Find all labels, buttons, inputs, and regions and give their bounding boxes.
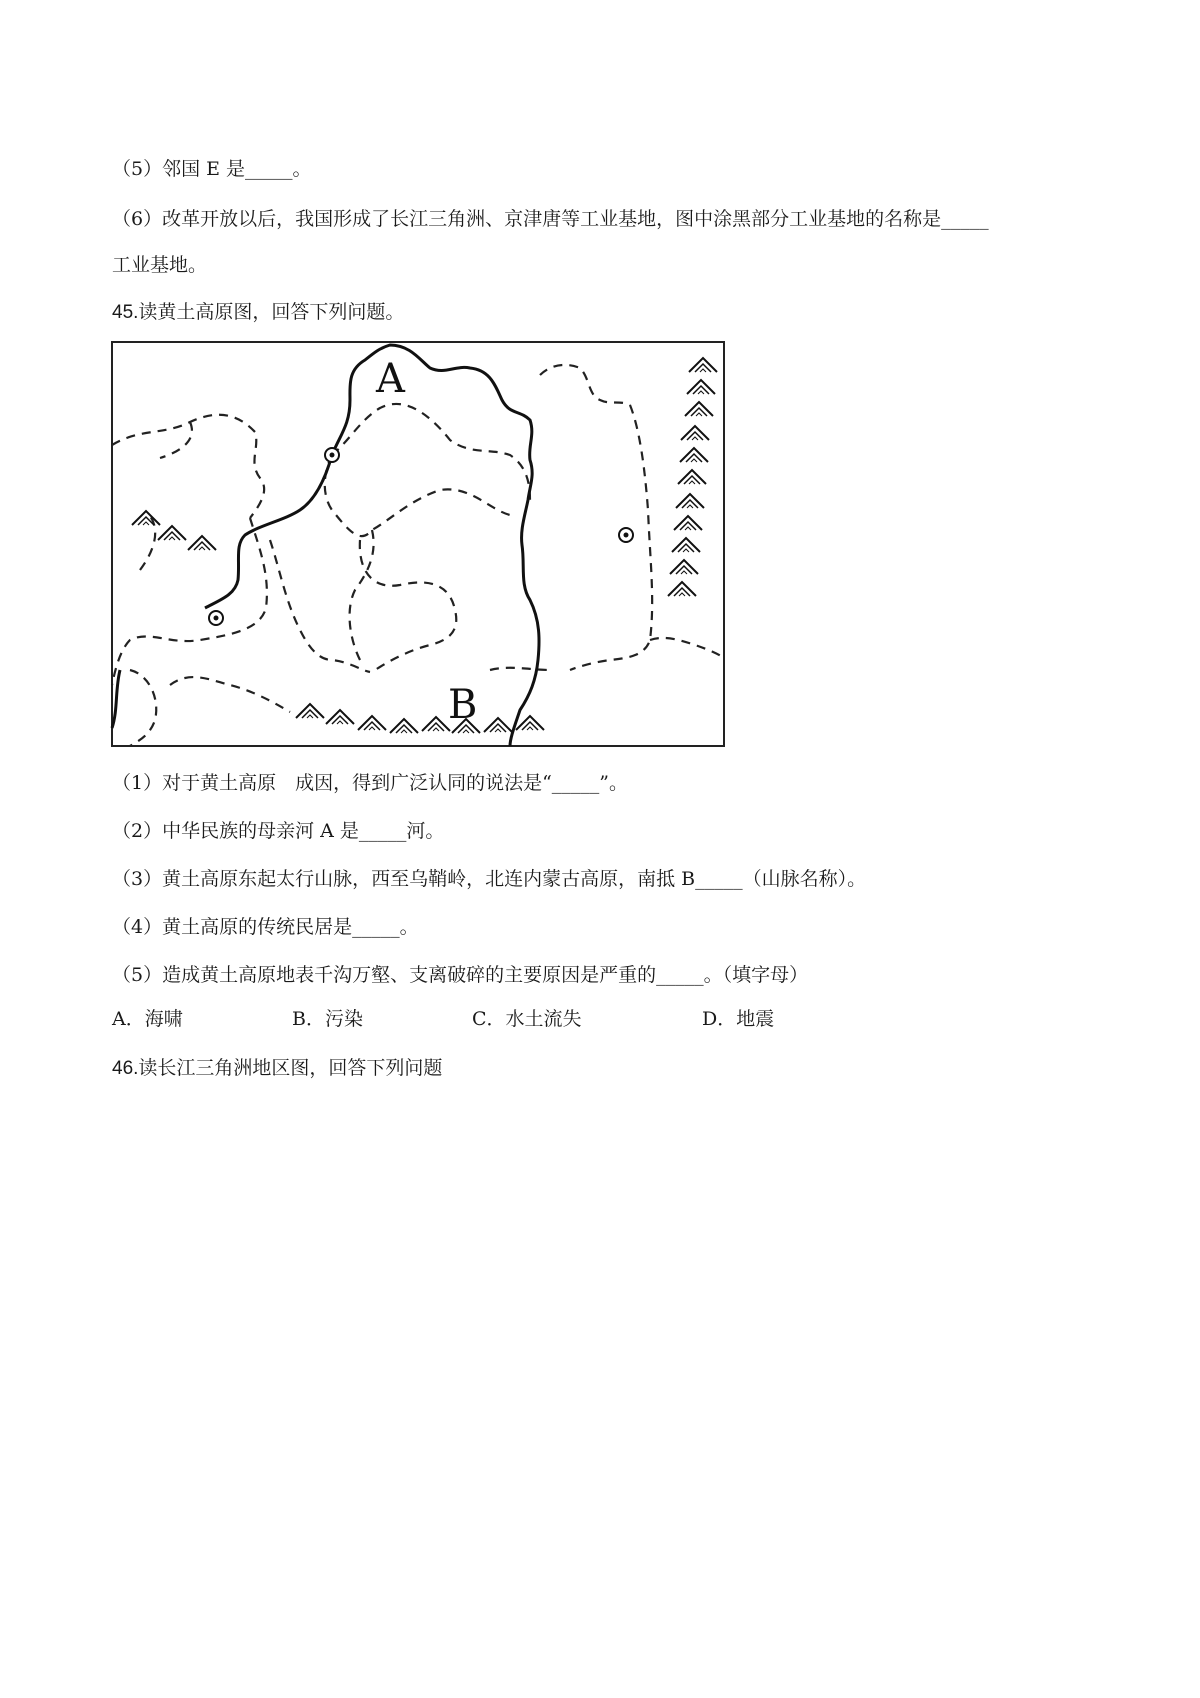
prev-question-sub6-line1: （6）改革开放以后，我国形成了长江三角洲、京津唐等工业基地，图中涂黑部分工业基地的名称是_____ (112, 208, 989, 230)
question-45-sub4: （4）黄土高原的传统民居是_____。 (112, 916, 419, 938)
question-46-header: 46.读长江三角洲地区图，回答下列问题 (112, 1058, 443, 1079)
option-c: C．水土流失 (472, 1008, 582, 1030)
map-label-a: A (376, 356, 405, 402)
option-b: B．污染 (292, 1008, 363, 1030)
question-45-sub3: （3）黄土高原东起太行山脉，西至乌鞘岭，北连内蒙古高原，南抵 B_____（山脉名称）。 (112, 868, 867, 890)
question-45-sub5: （5）造成黄土高原地表千沟万壑、支离破碎的主要原因是严重的_____。（填字母） (112, 964, 809, 986)
map-label-b: B (448, 682, 478, 728)
prev-question-sub6-line2: 工业基地。 (112, 254, 208, 276)
option-d: D．地震 (702, 1008, 775, 1030)
question-45-sub1: （1）对于黄土高原 成因，得到广泛认同的说法是“_____”。 (112, 772, 629, 794)
question-45-sub2: （2）中华民族的母亲河 A 是_____河。 (112, 820, 445, 842)
loess-plateau-map (110, 340, 726, 748)
prev-question-sub5: （5）邻国 E 是_____。 (112, 158, 312, 180)
question-45-header: 45.读黄土高原图，回答下列问题。 (112, 302, 405, 323)
option-a: A．海啸 (112, 1008, 183, 1030)
